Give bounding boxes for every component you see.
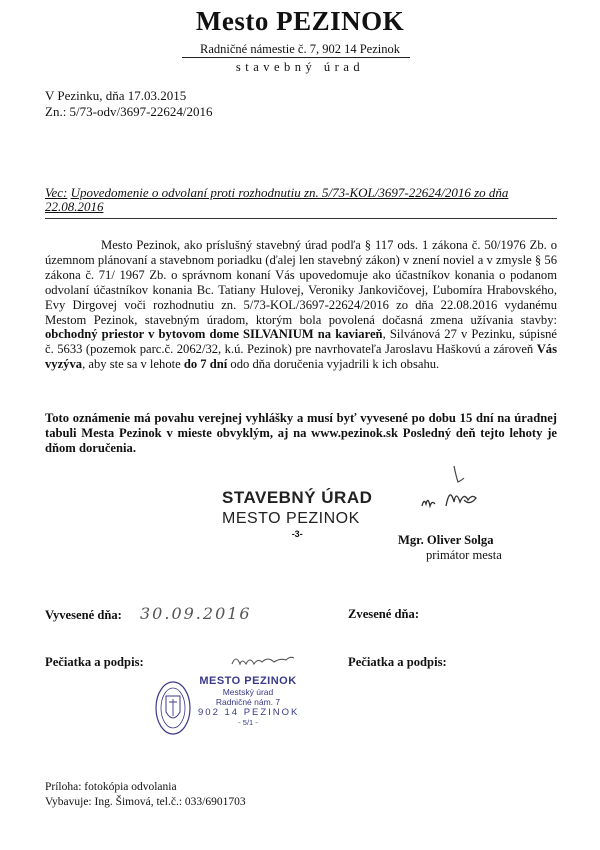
mayor-signature (410, 462, 490, 522)
city-stamp-line5: - 5/1 - (238, 718, 258, 727)
attachment-note: Príloha: fotokópia odvolania (45, 781, 177, 793)
office-stamp-line3: -3- (291, 529, 303, 539)
header-divider (182, 57, 410, 58)
city-office-stamp (152, 676, 300, 738)
signatory-name: Mgr. Oliver Solga (398, 533, 494, 547)
subject-line (45, 186, 557, 214)
subject-divider (45, 218, 557, 219)
body-bold-deadline: do 7 dní (183, 357, 228, 372)
place-date: V Pezinku, dňa 17.03.2015 (45, 88, 187, 103)
office-stamp-line1: STAVEBNÝ ÚRAD (222, 488, 373, 507)
posted-date-label: Vyvesené dňa: (45, 608, 122, 622)
office-stamp-line2: MESTO PEZINOK (222, 510, 360, 527)
body-text-a: Mesto Pezinok, ako príslušný stavebný úrad podľa § 117 ods. 1 zákona č. 50/1976 Zb. o územnom plánovaní a stavebnom poriadku (ďalej len stavebný zákon) v znení noviel a v zmysle § 56 zákona č. 71/ 1967 Zb. o správnom konaní Vás upovedomuje ako účastníkov konania o podanom odvolaní účastníkov konania Bc. Tatiany Hulovej, Veroniky Jankovičovej, Ľubomíra Hrabovského, Evy Dirgovej voči rozhodnutiu zn. 5/73-KOL/3697-22624/2016 zo dňa 22.08.2016 vydanému Mestom Pezinok, stavebným úradom, ktorým bola povolená dočasná zmena užívania stavby: (45, 238, 557, 327)
removed-date-label: Zvesené dňa: (348, 607, 420, 621)
public-notice: Toto oznámenie má povahu verejnej vyhlášky a musí byť vyvesené po dobu 15 dní na úradnej tabuli Mesta Pezinok v mieste obvyklým, aj na www.pezinok.sk Posledný deň tejto lehoty je dňom doručenia. (45, 411, 557, 455)
clerk-signature (228, 650, 298, 672)
seal-signature-label-left: Pečiatka a podpis: (45, 655, 144, 669)
seal-signature-label-right: Pečiatka a podpis: (348, 655, 447, 669)
office-address: Radničné námestie č. 7, 902 14 Pezinok (200, 42, 400, 56)
city-stamp-line2: Mestský úrad (222, 686, 274, 697)
city-stamp-line3: Radničné nám. 7 (215, 697, 281, 707)
reference-number: Zn.: 5/73-odv/3697-22624/2016 (45, 104, 213, 119)
contact-note: Vybavuje: Ing. Šimová, tel.č.: 033/6901703 (45, 796, 246, 808)
body-text-d: odo dňa doručenia vyjadrili k ich obsahu. (227, 357, 440, 372)
page-title: Mesto PEZINOK (195, 6, 405, 36)
department-name: stavebný úrad (235, 60, 365, 74)
city-stamp-line1: MESTO PEZINOK (199, 675, 297, 687)
subject-prefix: Vec: (45, 185, 68, 200)
body-paragraph (45, 238, 557, 372)
city-stamp-line4: 902 14 PEZINOK (198, 706, 300, 718)
office-stamp (222, 488, 372, 539)
body-text-c: , aby ste sa v lehote (82, 357, 184, 372)
body-bold-building: obchodný priestor v bytovom dome SILVANIUM na kaviareň (45, 327, 383, 342)
body-text-b: , Silvánová 27 v Pezinku, súpisné č. 5633 (pozemok parc.č. 2062/32, k.ú. Pezinok) pre navrhovateľa Jaroslavu Haškovú a zároveň (45, 327, 557, 357)
subject-text: Upovedomenie o odvolaní proti rozhodnutiu zn. 5/73-KOL/3697-22624/2016 zo dňa 22.08.2016 (45, 185, 509, 214)
coat-of-arms-icon (154, 680, 192, 736)
city-stamp-text (196, 676, 300, 729)
body-bold-call: Vás vyzýva (45, 342, 557, 372)
posted-date-value: 30.09.2016 (140, 604, 252, 623)
signatory-role: primátor mesta (426, 548, 502, 562)
